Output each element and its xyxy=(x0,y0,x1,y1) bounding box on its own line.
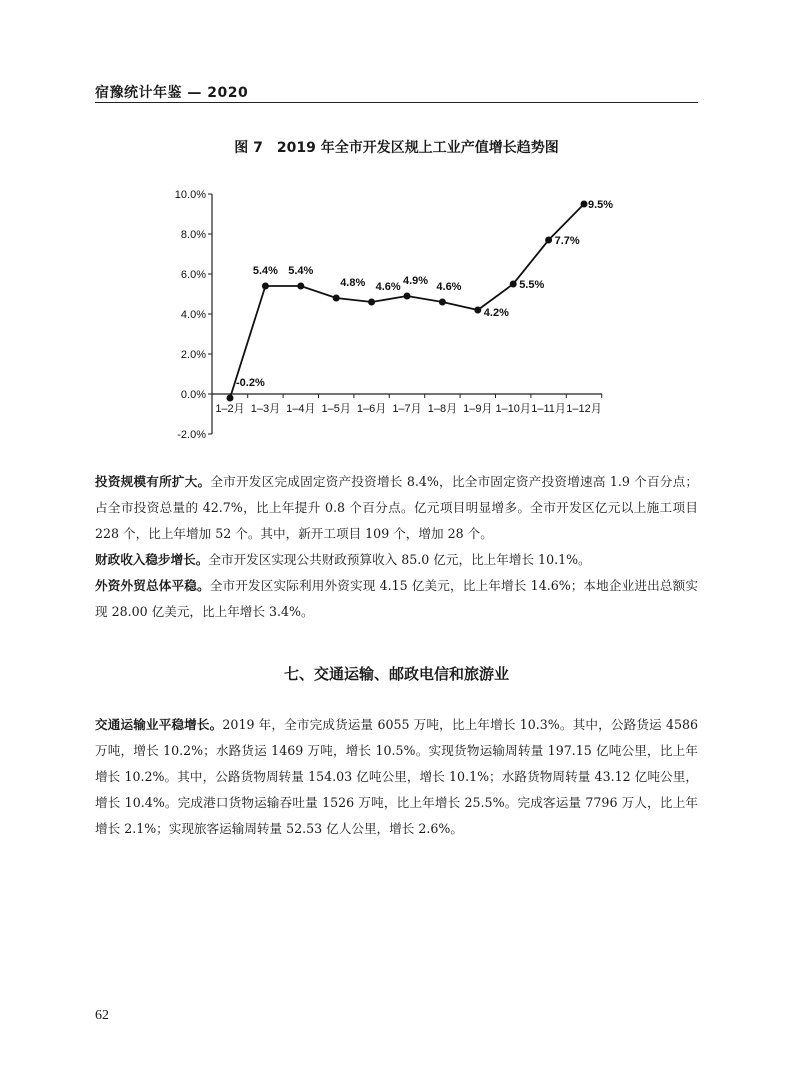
series-line xyxy=(230,204,584,398)
data-point xyxy=(262,283,269,290)
y-tick-label: 0.0% xyxy=(180,389,206,401)
data-point xyxy=(368,299,375,306)
y-tick-label: 4.0% xyxy=(180,309,206,321)
data-label: 4.9% xyxy=(403,275,429,287)
data-label: 9.5% xyxy=(588,199,614,211)
data-label: 5.4% xyxy=(252,265,278,277)
y-tick-label: 2.0% xyxy=(180,349,206,361)
series-group xyxy=(227,199,614,402)
y-tick-label: -2.0% xyxy=(177,429,206,441)
x-tick-label: 1–11月 xyxy=(531,403,566,415)
data-point xyxy=(510,281,517,288)
data-label: 5.4% xyxy=(288,265,314,277)
paragraph-foreign-trade xyxy=(95,573,698,625)
x-tick-label: 1–10月 xyxy=(495,403,531,415)
paragraph-finance xyxy=(95,547,698,573)
data-label: -0.2% xyxy=(236,377,265,389)
data-label: 7.7% xyxy=(554,235,580,247)
data-point xyxy=(439,299,446,306)
data-point xyxy=(227,395,234,402)
data-label: 4.6% xyxy=(436,281,462,293)
x-tick-label: 1–5月 xyxy=(321,403,351,415)
paragraph-text: 全市开发区实际利用外资实现 4.15 亿美元，比上年增长 14.6%；本地企业进出总额实现 28.00 亿美元，比上年增长 3.4%。 xyxy=(95,578,699,619)
data-point xyxy=(545,237,552,244)
y-axis-group xyxy=(175,189,212,441)
x-tick-label: 1–3月 xyxy=(250,403,281,415)
data-point xyxy=(333,295,340,302)
data-label: 4.8% xyxy=(340,277,366,289)
y-tick-label: 6.0% xyxy=(180,269,206,281)
x-tick-label: 1–4月 xyxy=(286,403,316,415)
data-point xyxy=(404,293,411,300)
data-point xyxy=(297,283,304,290)
data-point xyxy=(581,201,588,208)
paragraph-transport xyxy=(95,712,698,842)
x-tick-label: 1–6月 xyxy=(356,403,387,415)
paragraph-text: 全市开发区完成固定资产投资增长 8.4%，比全市固定资产投资增速高 1.9 个百分点；占全市投资总量的 42.7%，比上年提升 0.8 个百分点。亿元项目明显增多。全市开发区亿元以上施工项目 228 个，比上年增加 52 个。其中，新开工项目 109 个，增加 28 个。 xyxy=(95,474,698,541)
x-tick-label: 1–2月 xyxy=(215,403,245,415)
growth-line-chart xyxy=(0,0,793,470)
section-title: 七、交通运输、邮政电信和旅游业 xyxy=(283,665,509,683)
page-number: 62 xyxy=(95,1008,109,1023)
x-axis-group xyxy=(212,394,602,415)
data-point xyxy=(474,307,481,314)
paragraph-lead: 投资规模有所扩大。 xyxy=(95,474,211,489)
x-tick-label: 1–12月 xyxy=(566,403,602,415)
y-tick-label: 10.0% xyxy=(174,189,206,201)
y-tick-label: 8.0% xyxy=(180,229,206,241)
paragraph-lead: 外资外贸总体平稳。 xyxy=(95,578,210,593)
x-tick-label: 1–7月 xyxy=(392,403,422,415)
paragraph-investment xyxy=(95,469,698,547)
running-title: 宿豫统计年鉴 — 2020 xyxy=(95,85,249,101)
x-tick-label: 1–8月 xyxy=(427,403,458,415)
paragraph-text: 全市开发区实现公共财政预算收入 85.0 亿元，比上年增长 10.1%。 xyxy=(208,552,591,567)
paragraph-text: 2019 年，全市完成货运量 6055 万吨，比上年增长 10.3%。其中，公路货运 4586 万吨，增长 10.2%；水路货运 1469 万吨，增长 10.5%。实现货物运输周转量 197.15 亿吨公里，比上年增长 10.2%。其中，公路货物周转量 154.03 亿吨公里，增长 10.1%；水路货物周转量 43.12 亿吨公里，增长 10.4%。完成港口货物运输吞吐量 1526 万吨，比上年增长 25.5%。完成客运量 7796 万人，比上年增长 2.1%；实现旅客运输周转量 52.53 亿人公里，增长 2.6%。 xyxy=(95,717,698,836)
data-label: 4.2% xyxy=(483,307,509,319)
figure-title: 图 7 2019 年全市开发区规上工业产值增长趋势图 xyxy=(234,140,559,156)
data-label: 5.5% xyxy=(519,279,545,291)
paragraph-lead: 财政收入稳步增长。 xyxy=(95,552,209,567)
data-label: 4.6% xyxy=(375,281,401,293)
paragraph-lead: 交通运输业平稳增长。 xyxy=(95,717,223,732)
x-tick-label: 1–9月 xyxy=(463,403,493,415)
